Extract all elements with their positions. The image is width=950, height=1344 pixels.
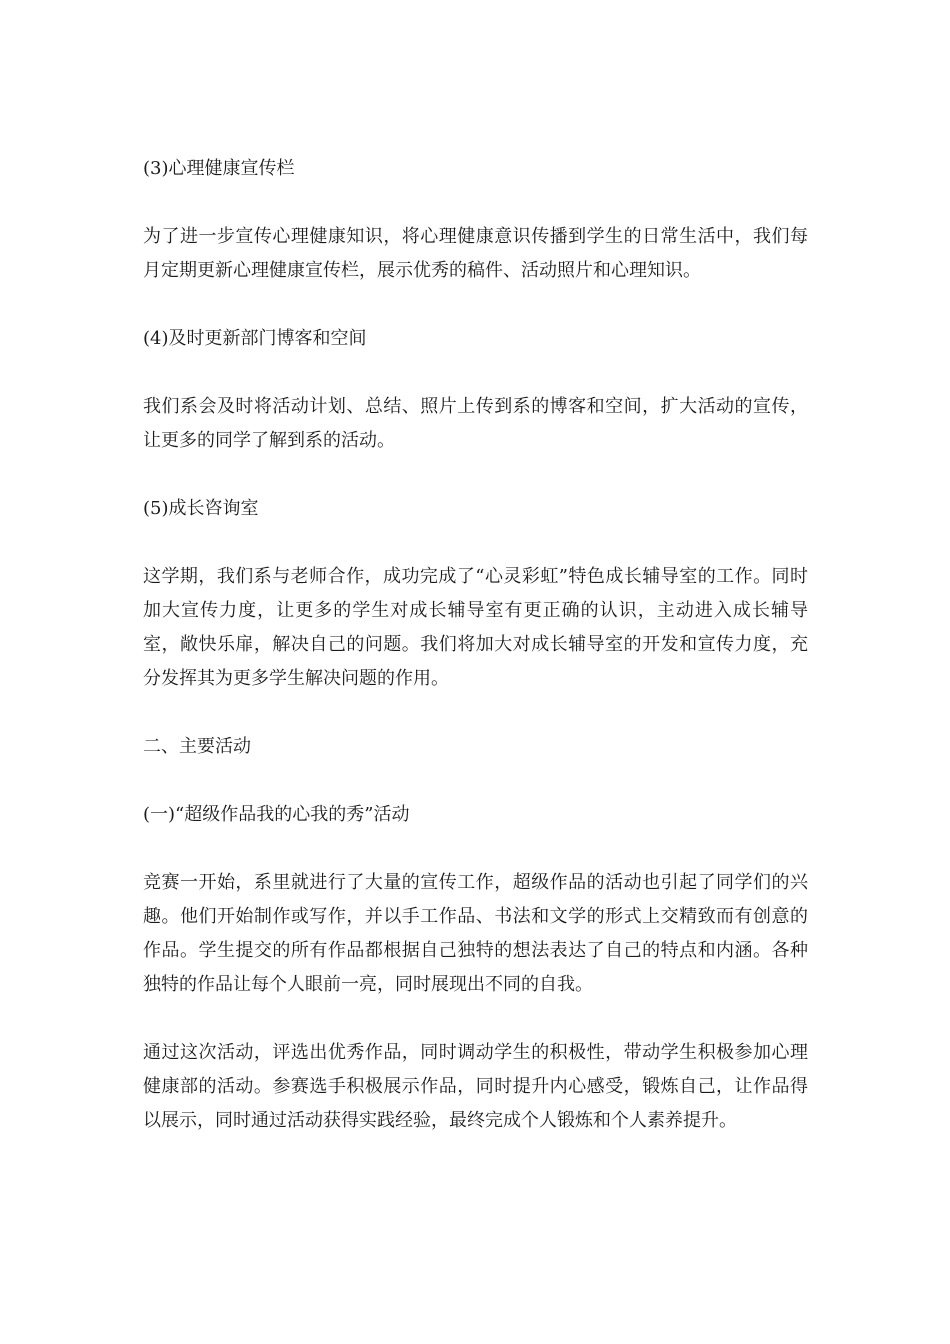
paragraph-promotion-board: 为了进一步宣传心理健康知识，将心理健康意识传播到学生的日常生活中，我们每月定期更新心理健康宣传栏，展示优秀的稿件、活动照片和心理知识。 (143, 226, 808, 281)
heading-promotion-board: (3)心理健康宣传栏 (143, 158, 295, 179)
document-body (143, 152, 808, 1172)
paragraph-outcome: 通过这次活动，评选出优秀作品，同时调动学生的积极性，带动学生积极参加心理健康部的活动。参赛选手积极展示作品，同时提升内心感受，锻炼自己，让作品得以展示，同时通过活动获得实践经验，最终完成个人锻炼和个人素养提升。 (143, 1042, 808, 1131)
paragraph-blog-update: 我们系会及时将活动计划、总结、照片上传到系的博客和空间，扩大活动的宣传，让更多的同学了解到系的活动。 (143, 396, 808, 451)
heading-counseling-room: (5)成长咨询室 (143, 498, 259, 519)
heading-blog-update: (4)及时更新部门博客和空间 (143, 328, 367, 349)
paragraph-competition: 竞赛一开始，系里就进行了大量的宣传工作，超级作品的活动也引起了同学们的兴趣。他们开始制作或写作，并以手工作品、书法和文学的形式上交精致而有创意的作品。学生提交的所有作品都根据自己独特的想法表达了自己的特点和内涵。各种独特的作品让每个人眼前一亮，同时展现出不同的自我。 (143, 872, 808, 995)
section-heading-main-activities: 二、主要活动 (143, 736, 251, 757)
subsection-heading-super-works: (一)“超级作品我的心我的秀”活动 (143, 804, 410, 825)
paragraph-counseling-room: 这学期，我们系与老师合作，成功完成了“心灵彩虹”特色成长辅导室的工作。同时加大宣传力度，让更多的学生对成长辅导室有更正确的认识，主动进入成长辅导室，敞快乐扉，解决自己的问题。我们将加大对成长辅导室的开发和宣传力度，充分发挥其为更多学生解决问题的作用。 (143, 566, 808, 689)
